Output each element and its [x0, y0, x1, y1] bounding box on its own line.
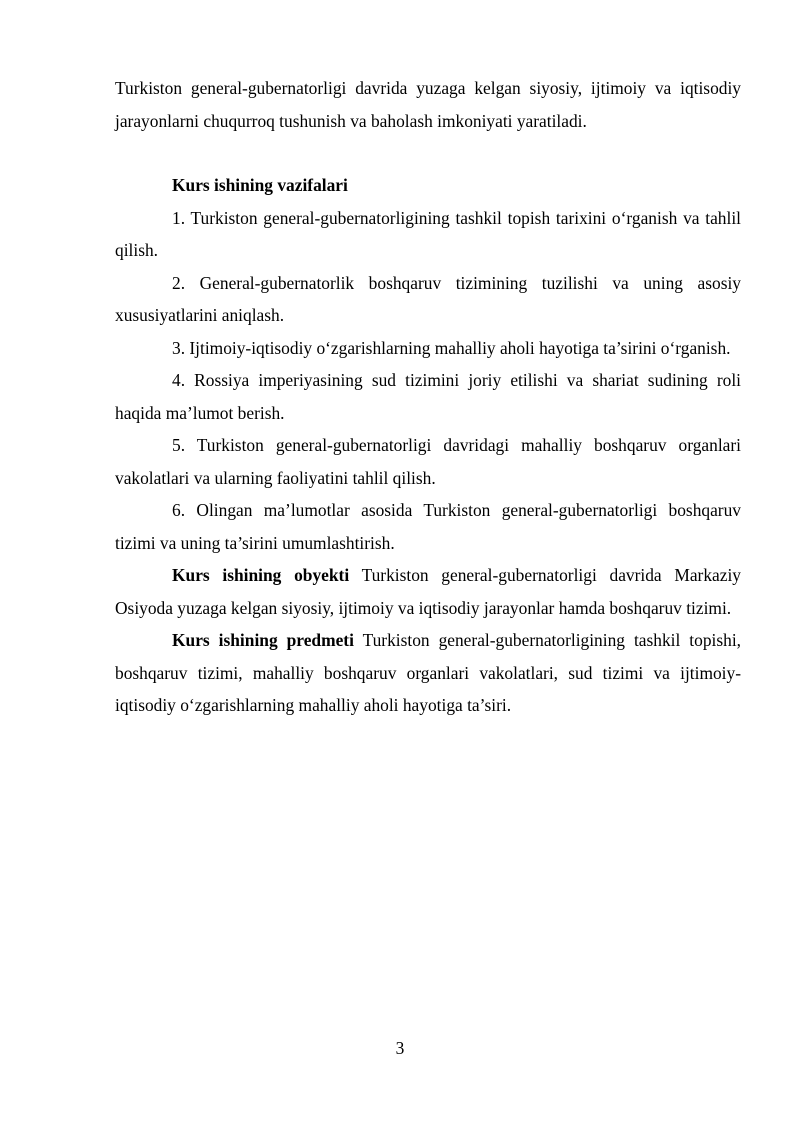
task-item-3: 3. Ijtimoiy-iqtisodiy o‘zgarishlarning mahalliy aholi hayotiga ta’sirini o‘rganish. [172, 337, 731, 358]
object-label: Kurs ishining obyekti [172, 565, 350, 585]
intro-paragraph: Turkiston general-gubernatorligi davrida yuzaga kelgan siyosiy, ijtimoiy va iqtisodiy jarayonlarni chuqurroq tushunish va baholash imkoniyati yaratiladi. [115, 78, 741, 131]
page-number: 3 [395, 1038, 405, 1058]
object-text: Turkiston general-gubernatorligi davrida Markaziy Osiyoda yuzaga kelgan siyosiy, ijtimoiy va iqtisodiy jarayonlar hamda boshqaruv tizimi. [115, 565, 741, 618]
tasks-heading: Kurs ishining vazifalari [172, 175, 348, 195]
subject-paragraph [115, 624, 741, 722]
task-item-2: 2. General-gubernatorlik boshqaruv tizimining tuzilishi va uning asosiy xususiyatlarini aniqlash. [115, 272, 741, 325]
paragraph-spacer [115, 137, 741, 169]
subject-text: Turkiston general-gubernatorligining tashkil topishi, boshqaruv tizimi, mahalliy boshqaruv organlari vakolatlari, sud tizimi va ijtimoiy-iqtisodiy o‘zgarishlarning mahalliy aholi hayotiga ta’siri. [115, 630, 741, 715]
task-item-6: 6. Olingan ma’lumotlar asosida Turkiston general-gubernatorligi boshqaruv tizimi va uning ta’sirini umumlashtirish. [115, 500, 741, 553]
task-item-5: 5. Turkiston general-gubernatorligi davridagi mahalliy boshqaruv organlari vakolatlari va ularning faoliyatini tahlil qilish. [115, 435, 741, 488]
task-item-1: 1. Turkiston general-gubernatorligining tashkil topish tarixini o‘rganish va tahlil qilish. [115, 207, 741, 260]
task-item-4: 4. Rossiya imperiyasining sud tizimini joriy etilishi va shariat sudining roli haqida ma’lumot berish. [115, 370, 741, 423]
object-paragraph [115, 559, 741, 624]
subject-label: Kurs ishining predmeti [172, 630, 354, 650]
page-body [115, 72, 741, 722]
